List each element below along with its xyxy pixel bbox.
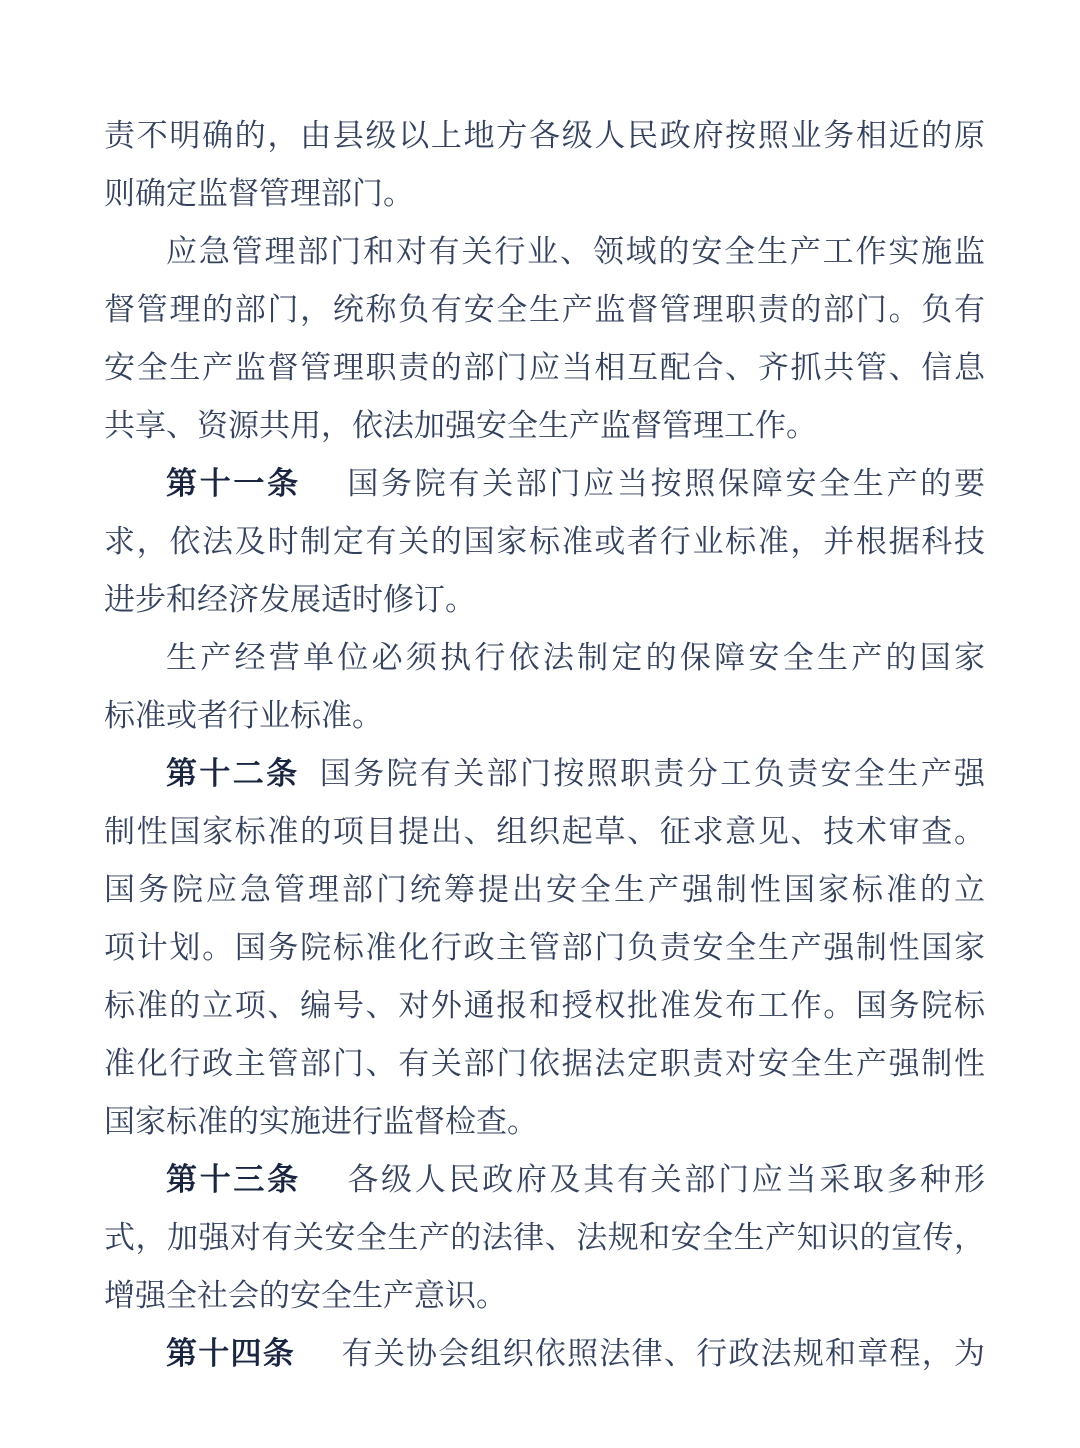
text-line <box>104 1325 985 1383</box>
article-number: 第十四条 <box>166 1336 295 1371</box>
line-text: 进步和经济发展适时修订。 <box>104 582 476 617</box>
text-line <box>104 571 985 629</box>
line-text: 标准或者行业标准。 <box>104 698 383 733</box>
line-text: 国务院有关部门按照职责分工负责安全生产强 <box>319 756 986 791</box>
text-line <box>104 455 985 513</box>
line-text: 求，依法及时制定有关的国家标准或者行业标准，并根据科技 <box>104 524 985 559</box>
text-line <box>104 1093 985 1151</box>
line-text: 应急管理部门和对有关行业、领域的安全生产工作实施监 <box>166 234 985 269</box>
text-line <box>104 861 985 919</box>
text-line <box>104 397 985 455</box>
line-text: 国务院应急管理部门统筹提出安全生产强制性国家标准的立 <box>104 872 985 907</box>
line-text: 安全生产监督管理职责的部门应当相互配合、齐抓共管、信息 <box>104 350 985 385</box>
article-number: 第十三条 <box>166 1162 301 1197</box>
line-text: 督管理的部门，统称负有安全生产监督管理职责的部门。负有 <box>104 292 985 327</box>
line-text: 国务院有关部门应当按照保障安全生产的要 <box>347 466 986 501</box>
line-text: 生产经营单位必须执行依法制定的保障安全生产的国家 <box>166 640 985 675</box>
line-text: 准化行政主管部门、有关部门依据法定职责对安全生产强制性 <box>104 1046 985 1081</box>
line-text: 共享、资源共用，依法加强安全生产监督管理工作。 <box>104 408 817 443</box>
text-line <box>104 223 985 281</box>
text-line <box>104 687 985 745</box>
article-number: 第十二条 <box>166 756 300 791</box>
line-text: 各级人民政府及其有关部门应当采取多种形 <box>347 1162 986 1197</box>
line-text: 项计划。国务院标准化行政主管部门负责安全生产强制性国家 <box>104 930 985 965</box>
line-text: 有关协会组织依照法律、行政法规和章程，为 <box>341 1336 986 1371</box>
text-line <box>104 919 985 977</box>
line-text: 国家标准的实施进行监督检查。 <box>104 1104 538 1139</box>
line-text: 增强全社会的安全生产意识。 <box>104 1278 507 1313</box>
text-line <box>104 803 985 861</box>
text-line <box>104 107 985 165</box>
document-text-block <box>104 107 985 1383</box>
article-number: 第十一条 <box>166 466 301 501</box>
text-line <box>104 1209 985 1267</box>
text-line <box>104 513 985 571</box>
line-text: 责不明确的，由县级以上地方各级人民政府按照业务相近的原 <box>104 118 985 153</box>
text-line <box>104 745 985 803</box>
text-line <box>104 1035 985 1093</box>
text-line <box>104 339 985 397</box>
text-line <box>104 1151 985 1209</box>
text-line <box>104 165 985 223</box>
text-line <box>104 281 985 339</box>
text-line <box>104 977 985 1035</box>
line-text: 式，加强对有关安全生产的法律、法规和安全生产知识的宣传， <box>104 1220 985 1255</box>
text-line <box>104 1267 985 1325</box>
text-line <box>104 629 985 687</box>
line-text: 标准的立项、编号、对外通报和授权批准发布工作。国务院标 <box>104 988 985 1023</box>
line-text: 制性国家标准的项目提出、组织起草、征求意见、技术审查。 <box>104 814 985 849</box>
line-text: 则确定监督管理部门。 <box>104 176 414 211</box>
